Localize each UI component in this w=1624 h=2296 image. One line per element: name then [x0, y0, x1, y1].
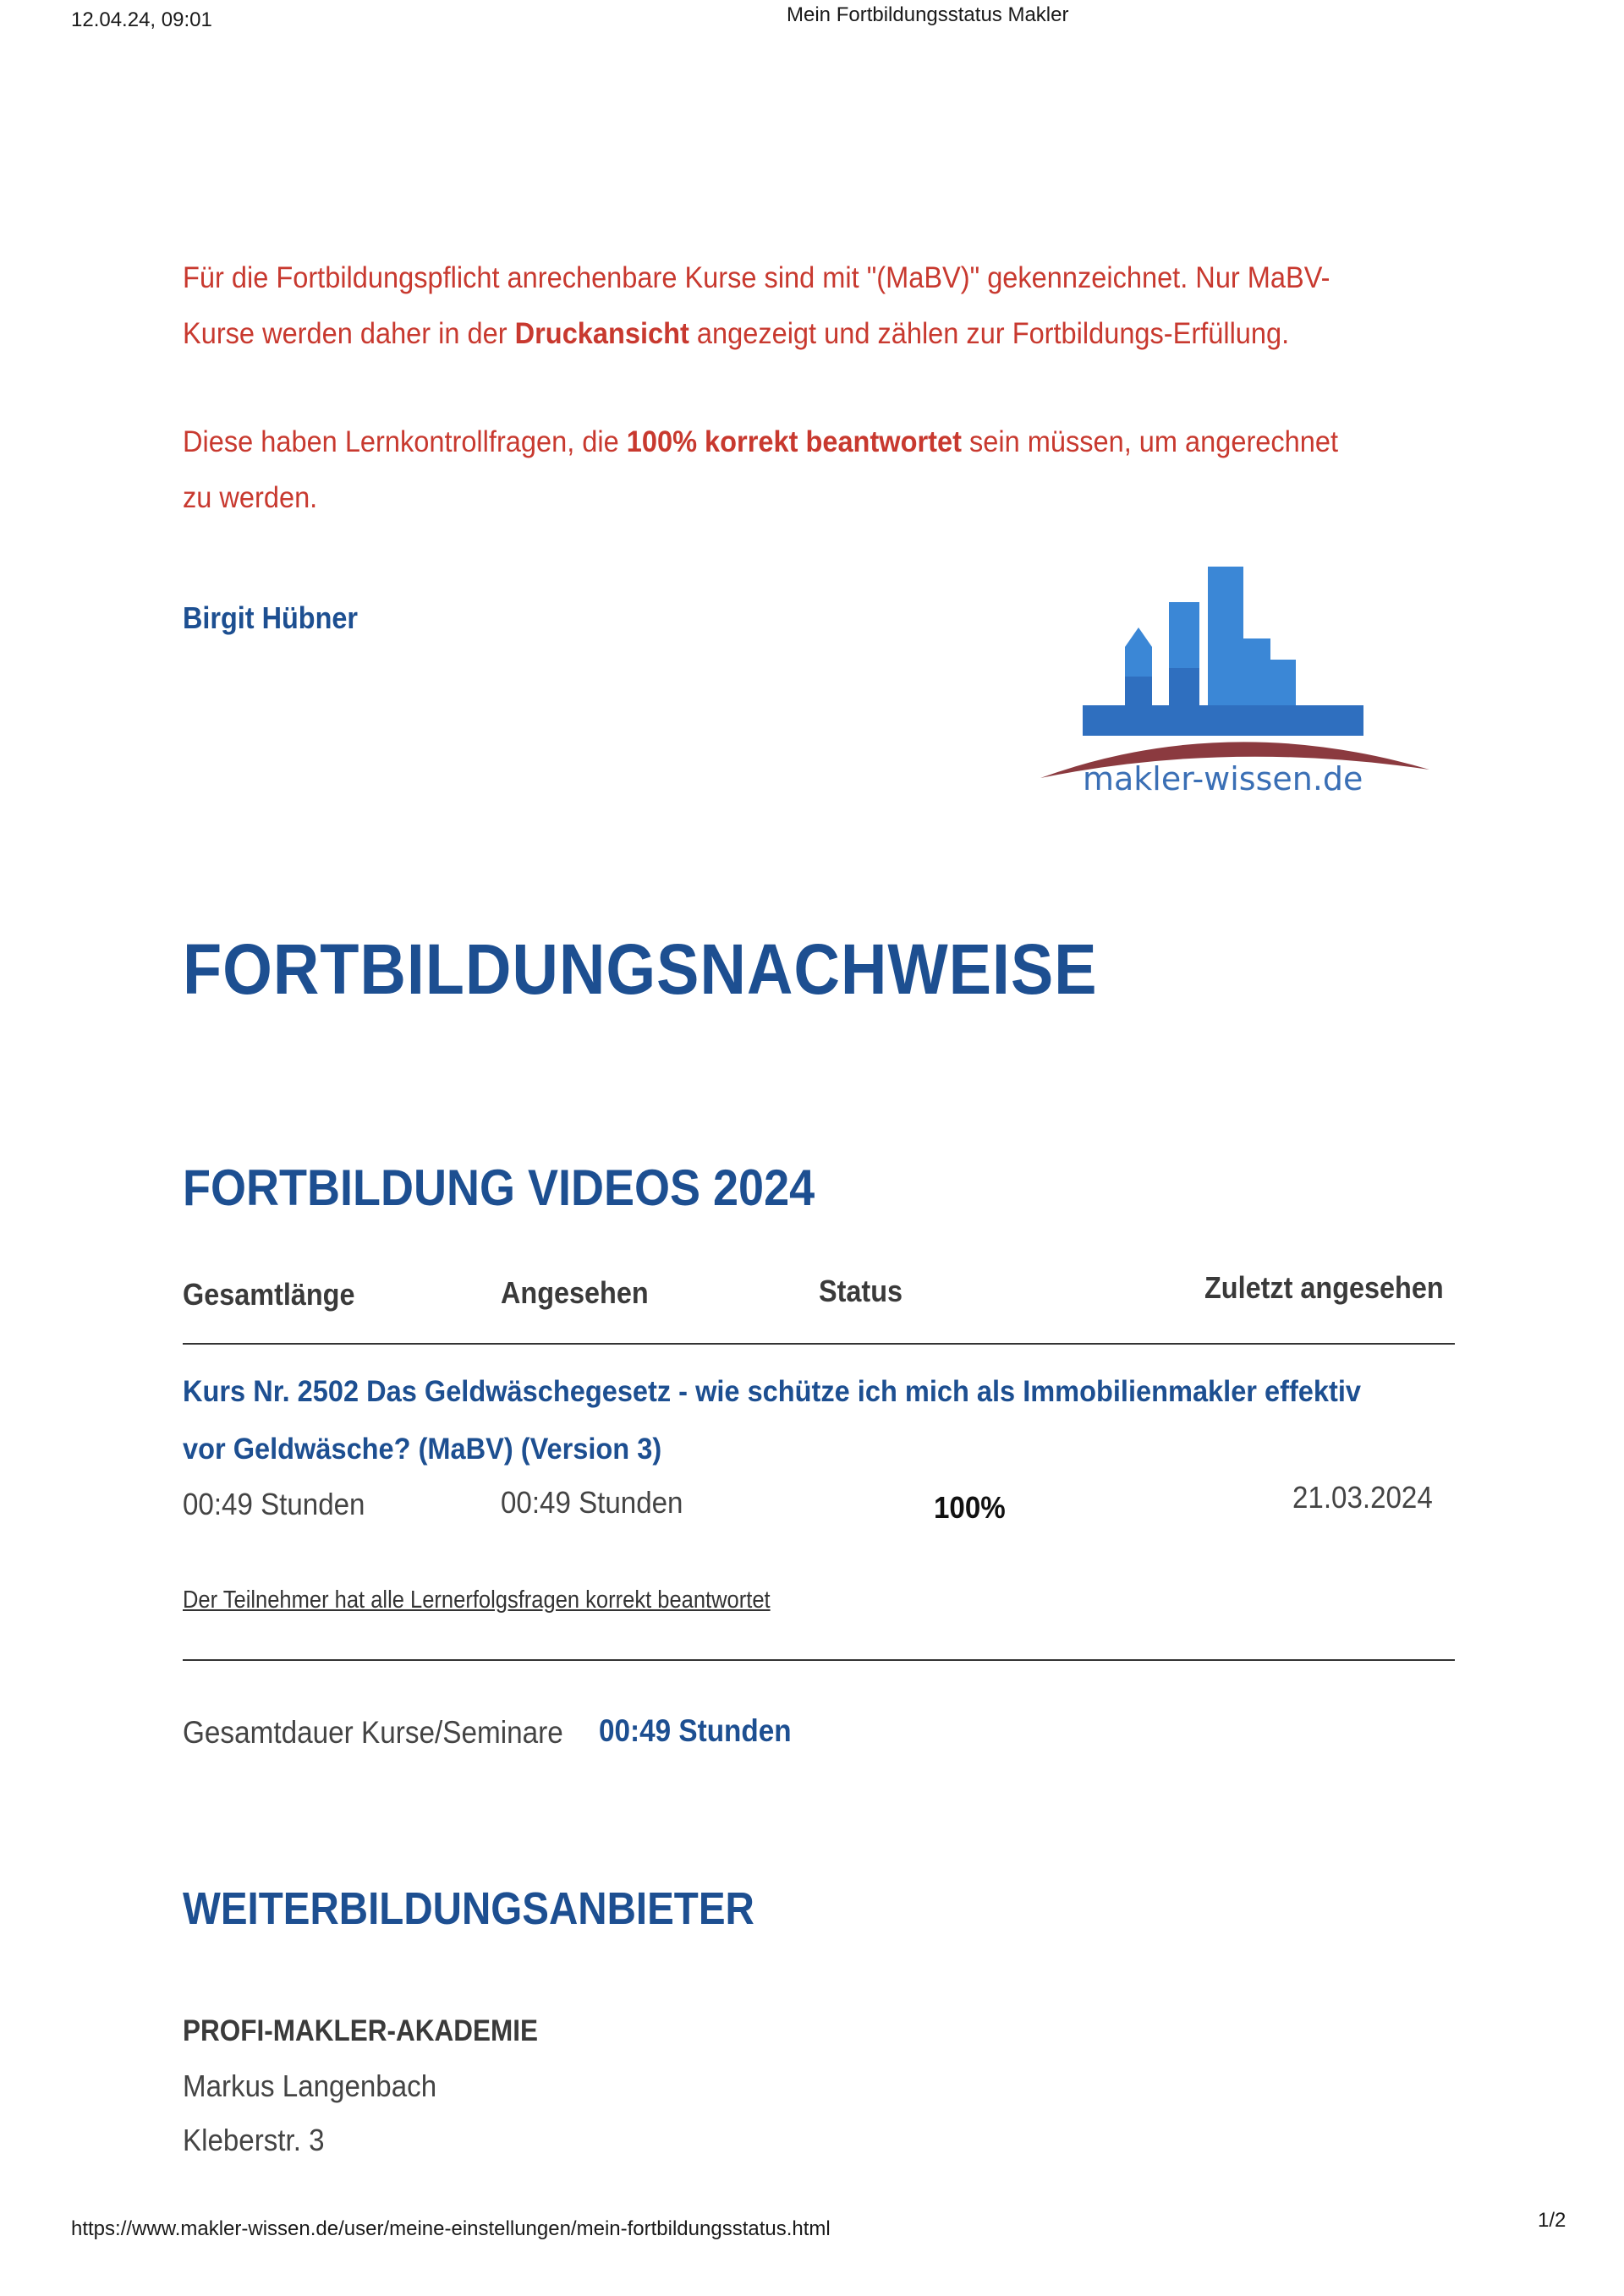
divider: [183, 1659, 1455, 1661]
course-watched: 00:49 Stunden: [501, 1485, 683, 1520]
print-url: https://www.makler-wissen.de/user/meine-einstellungen/mein-fortbildungsstatus.html: [71, 2217, 831, 2240]
provider-name: PROFI-MAKLER-AKADEMIE: [183, 2014, 538, 2047]
notice-text: angezeigt und zählen zur Fortbildungs-Erfüllung.: [689, 317, 1290, 350]
total-duration-value: 00:49 Stunden: [599, 1713, 792, 1748]
notice-emphasis: 100% korrekt beantwortet: [626, 425, 962, 458]
notice-text: Diese haben Lernkontrollfragen, die: [183, 425, 627, 458]
author-name: Birgit Hübner: [183, 600, 358, 635]
course-last-viewed: 21.03.2024: [1292, 1480, 1433, 1515]
makler-wissen-logo: [1032, 567, 1438, 803]
print-title: Mein Fortbildungsstatus Makler: [787, 3, 1069, 26]
column-header-total: Gesamtlänge: [183, 1277, 355, 1312]
divider: [183, 1343, 1455, 1345]
column-header-status: Status: [819, 1274, 903, 1308]
course-total-length: 00:49 Stunden: [183, 1487, 365, 1521]
page-title: FORTBILDUNGSNACHWEISE: [183, 929, 1098, 1009]
print-page-number: 1/2: [1538, 2209, 1566, 2232]
notice-text: Für die Fortbildungspflicht anrechenbare Kurse sind mit "(MaBV)" gekennzeichnet. Nur MaBV-Kurse werden daher in der: [183, 261, 1330, 350]
logo-text: makler-wissen.de: [1083, 760, 1363, 797]
section-title: FORTBILDUNG VIDEOS 2024: [183, 1159, 815, 1216]
skyline-icon: [1083, 567, 1363, 736]
notice-paragraph-1: [183, 250, 1363, 362]
total-duration-label: Gesamtdauer Kurse/Seminare: [183, 1715, 563, 1750]
provider-contact: Markus Langenbach: [183, 2069, 437, 2103]
column-header-watched: Angesehen: [501, 1275, 649, 1310]
notice-emphasis: Druckansicht: [514, 317, 689, 350]
provider-street: Kleberstr. 3: [183, 2123, 325, 2157]
print-date: 12.04.24, 09:01: [71, 8, 212, 31]
notice-paragraph-2: [183, 414, 1363, 526]
provider-heading: WEITERBILDUNGSANBIETER: [183, 1883, 754, 1934]
course-status: 100%: [934, 1490, 1006, 1525]
course-title: Kurs Nr. 2502 Das Geldwäschegesetz - wie schütze ich mich als Immobilienmakler effektiv vor Geldwäsche? (MaBV) (Version 3): [183, 1375, 1361, 1466]
column-header-last-viewed: Zuletzt angesehen: [1204, 1270, 1444, 1305]
notice-text: sein müssen, um angerechnet zu werden.: [183, 425, 1339, 514]
course-completion-note: Der Teilnehmer hat alle Lernerfolgsfragen korrekt beantwortet: [183, 1586, 771, 1614]
